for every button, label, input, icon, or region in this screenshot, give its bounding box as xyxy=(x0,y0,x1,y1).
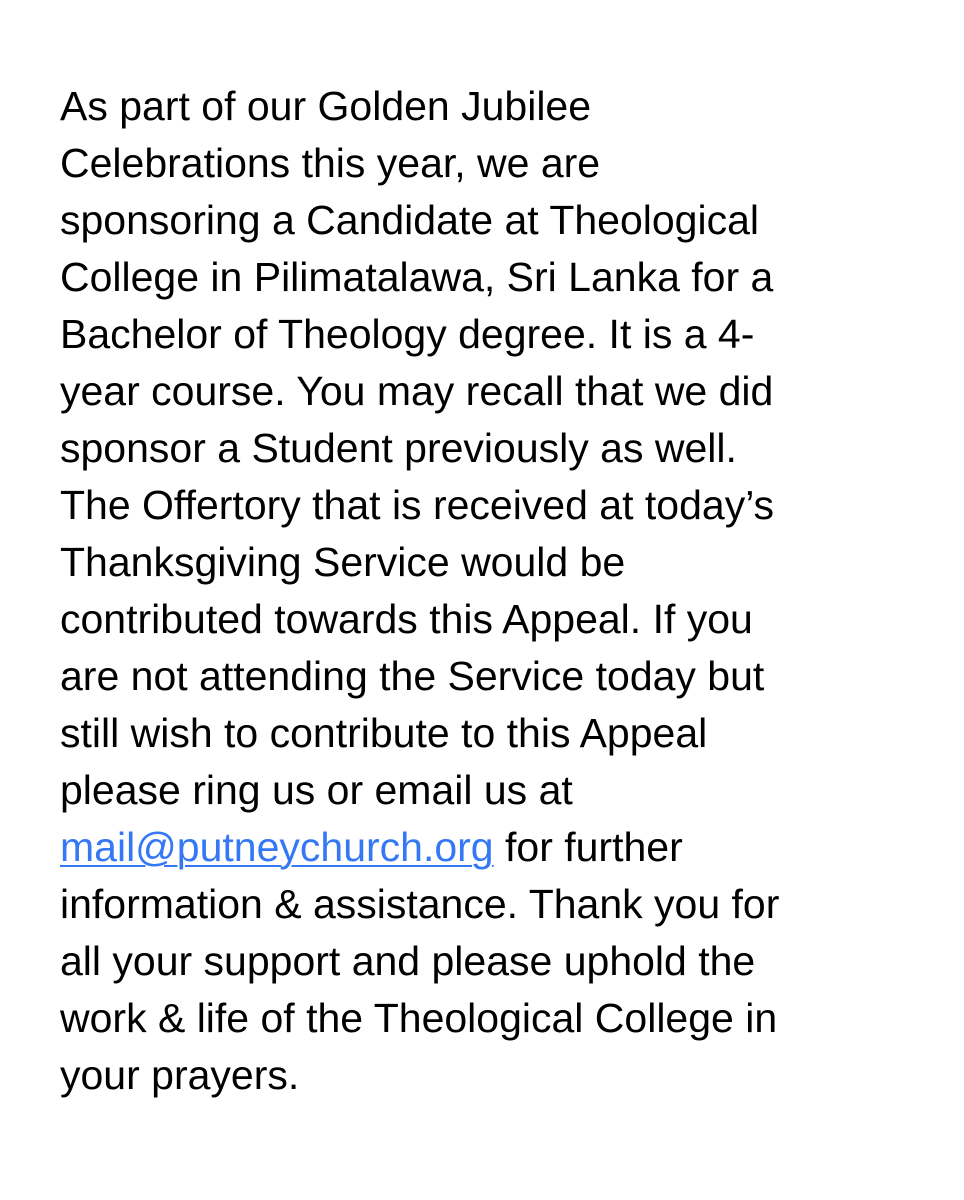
note-body xyxy=(60,78,940,1104)
note-line: sponsoring a Candidate at Theological xyxy=(60,197,760,243)
email-line xyxy=(60,819,940,876)
note-line: Thanksgiving Service would be xyxy=(60,539,626,585)
note-line: still wish to contribute to this Appeal xyxy=(60,710,708,756)
note-line: year course. You may recall that we did xyxy=(60,368,774,414)
note-line: please ring us or email us at xyxy=(60,767,573,813)
note-line: work & life of the Theological College in xyxy=(60,995,778,1041)
email-link[interactable]: mail@putneychurch.org xyxy=(60,824,494,870)
note-line: Celebrations this year, we are xyxy=(60,140,601,186)
note-line: all your support and please uphold the xyxy=(60,938,756,984)
note-line: Bachelor of Theology degree. It is a 4- xyxy=(60,311,755,357)
note-line: As part of our Golden Jubilee xyxy=(60,83,592,129)
note-line: College in Pilimatalawa, Sri Lanka for a xyxy=(60,254,774,300)
email-suffix: for further xyxy=(493,824,683,870)
note-line: are not attending the Service today but xyxy=(60,653,765,699)
note-line: The Offertory that is received at today’s xyxy=(60,482,775,528)
note-line: sponsor a Student previously as well. xyxy=(60,425,737,471)
note-line: contributed towards this Appeal. If you xyxy=(60,596,753,642)
note-line: your prayers. xyxy=(60,1052,300,1098)
note-line: information & assistance. Thank you for xyxy=(60,881,780,927)
